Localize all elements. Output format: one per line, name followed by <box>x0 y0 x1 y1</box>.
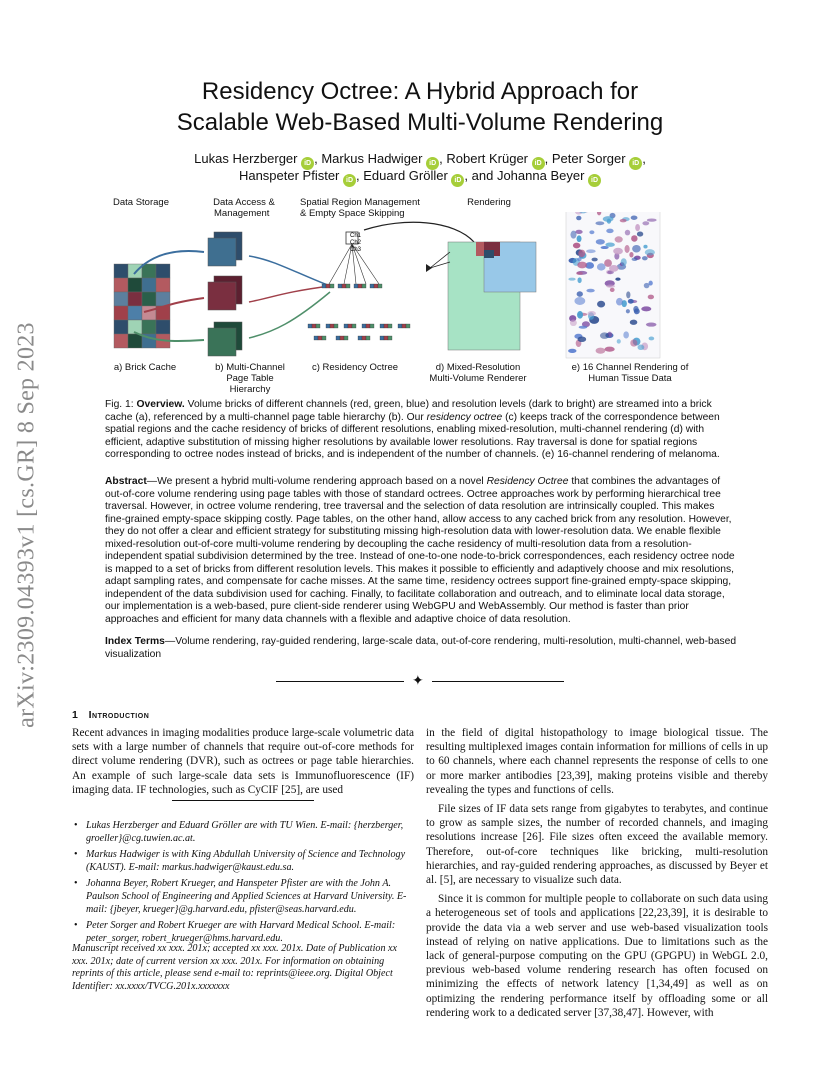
octree-node <box>342 284 346 288</box>
tissue-cell <box>617 339 621 344</box>
caption-label: Fig. 1: <box>105 399 134 410</box>
brick-cell <box>156 278 170 292</box>
octree-node <box>344 336 348 340</box>
brick-cell <box>142 278 156 292</box>
caption-italic: residency octree <box>426 411 503 423</box>
tissue-cell <box>606 229 613 234</box>
author-name: Robert Krüger <box>446 151 529 166</box>
tissue-cell <box>642 221 649 225</box>
tissue-cell <box>592 258 598 262</box>
octree-node <box>388 336 392 340</box>
octree-node <box>388 324 392 328</box>
tissue-cell <box>568 349 576 353</box>
index-terms-label: Index Terms <box>105 636 165 647</box>
octree-node <box>346 284 350 288</box>
tissue-cell <box>635 224 640 231</box>
author-name: Johanna Beyer <box>496 168 585 183</box>
tissue-cell <box>642 256 648 260</box>
orcid-icon[interactable]: iD <box>532 157 545 170</box>
abstract-label: Abstract <box>105 476 147 487</box>
octree-node <box>362 284 366 288</box>
octree-node <box>344 324 348 328</box>
tissue-cell <box>577 311 583 319</box>
label-line: Management <box>214 208 270 219</box>
tissue-cell <box>577 291 583 297</box>
tissue-cell <box>606 284 615 287</box>
title-line-1: Residency Octree: A Hybrid Approach for <box>201 78 639 105</box>
tissue-cell <box>587 311 595 316</box>
intro-paragraph-1: Recent advances in imaging modalities produce large-scale volumetric data sets with a large number of channels that require out-of-core methods for direct volume rendering (DVR), such as octrees or page table hierarchies. An example of such large-scale data sets is Immunofluorescence (IF) imaging data. IF technologies, such as CyCIF [25], are used <box>72 727 414 796</box>
octree-node <box>370 324 374 328</box>
tissue-cell <box>576 272 583 275</box>
subcaption-line: b) Multi-Channel <box>215 362 285 373</box>
brick-cell <box>114 320 128 334</box>
title-line-2: Scalable Web-Based Multi-Volume Rendering <box>176 109 664 136</box>
tissue-cell <box>610 288 615 292</box>
tissue-cell <box>596 348 606 354</box>
octree-node <box>340 336 344 340</box>
caption-text: Volume bricks of different channels (red, green, blue) and resolution levels (dark to bright) are streamed into a brick cache (a), referenced by a multi-channel page table hierarchy (b). Our <box>105 399 712 423</box>
octree-node <box>330 284 334 288</box>
brick-cell <box>114 278 128 292</box>
channel-label: Ch1 <box>350 233 362 239</box>
octree-node <box>370 284 374 288</box>
octree-node <box>406 324 410 328</box>
brick-cell <box>142 292 156 306</box>
footnote-item: • Peter Sorger and Robert Krueger are with Harvard Medical School. E-mail: peter_sorger, robert_krueger@hms.harvard.edu. <box>72 920 414 945</box>
octree-node <box>378 284 382 288</box>
tissue-cell <box>637 232 643 237</box>
abstract <box>105 476 737 626</box>
brick-cell <box>114 292 128 306</box>
index-terms <box>105 636 737 661</box>
octree-node <box>384 324 388 328</box>
tissue-cell <box>577 235 582 242</box>
footnote-item: • Markus Hadwiger is with King Abdullah University of Science and Technology (KAUST). E-mail: markus.hadwiger@kaust.edu.sa. <box>72 849 414 874</box>
subcaption-line: Hierarchy <box>229 384 271 395</box>
label-line: Spatial Region Management <box>300 197 420 208</box>
author-name: Peter Sorger <box>551 151 626 166</box>
tissue-cell <box>641 306 651 311</box>
orcid-icon[interactable]: iD <box>588 174 601 187</box>
tissue-cell <box>601 246 609 249</box>
index-terms-text: —Volume rendering, ray-guided rendering, large-scale data, out-of-core rendering, multi-resolution, multi-channel, web-based visualization <box>105 636 737 660</box>
brick-cell <box>128 278 142 292</box>
tissue-cell <box>646 323 657 327</box>
subcaption-line: Multi-Volume Renderer <box>429 373 527 384</box>
tissue-cell <box>625 230 630 236</box>
figure-caption <box>105 399 737 462</box>
tissue-cell <box>630 320 638 325</box>
tissue-cell <box>632 257 638 261</box>
subcaption-line: Human Tissue Data <box>588 373 672 384</box>
tissue-cell <box>626 309 630 313</box>
section-number: 1 <box>72 709 79 721</box>
tissue-cell <box>605 243 614 247</box>
section-title: Introduction <box>88 709 150 721</box>
tissue-cell <box>626 291 630 298</box>
mixed-resolution-renderer <box>426 242 536 350</box>
tissue-cell <box>578 337 587 342</box>
tissue-cell <box>633 306 638 313</box>
tissue-cell <box>574 297 585 305</box>
tissue-cell <box>600 332 609 339</box>
tissue-cell <box>630 339 637 346</box>
octree-node <box>348 324 352 328</box>
manuscript-note: Manuscript received xx xxx. 201x; accepted xx xxx. 201x. Date of Publication xx xxx. 201x; date of current version xx xxx. 201x. For information on obtaining reprints of this article, please send e-mail to: reprints@ieee.org. Digital Object Identifier: xx.xxxx/TVCG.201x.xxxxxxx <box>72 943 397 992</box>
tissue-cell <box>603 216 614 222</box>
label-line: & Empty Space Skipping <box>300 208 405 219</box>
octree-node <box>380 324 384 328</box>
brick-cell <box>128 264 142 278</box>
tissue-rendering <box>566 212 660 358</box>
brick-cell <box>114 334 128 348</box>
footnote-item: • Lukas Herzberger and Eduard Gröller are with TU Wien. E-mail: {herzberger, groeller}@cg.tuwien.ac.at. <box>72 820 414 845</box>
tissue-cell <box>573 243 580 249</box>
author-name: Markus Hadwiger <box>321 151 423 166</box>
tissue-cell <box>628 299 634 304</box>
brick-cell <box>128 306 142 320</box>
tissue-cell <box>632 245 641 253</box>
tissue-cell <box>645 249 655 255</box>
brick-cell <box>142 320 156 334</box>
label-line: Data Access & <box>213 197 275 208</box>
subcaption-b <box>208 362 292 395</box>
tissue-cell <box>647 218 657 221</box>
channel-label: Ch3 <box>350 247 362 253</box>
author-name: Eduard Gröller <box>363 168 448 183</box>
footnote-rule <box>172 800 314 801</box>
author-line-1: Lukas Herzberger iD , Markus Hadwiger iD , Robert Krüger iD , Peter Sorger iD , <box>100 151 740 170</box>
abstract-text: —We present a hybrid multi-volume rendering approach based on a novel <box>146 476 484 487</box>
brick-cell <box>142 306 156 320</box>
octree-node <box>308 324 312 328</box>
octree-node <box>362 324 366 328</box>
octree-node <box>322 284 326 288</box>
tissue-cell <box>643 245 647 249</box>
overview-figure <box>104 212 724 362</box>
tissue-cell <box>649 337 655 341</box>
brick-cell <box>142 264 156 278</box>
tissue-cell <box>578 250 585 258</box>
orcid-icon[interactable]: iD <box>451 174 464 187</box>
author-line-2: Hanspeter Pfister iD , Eduard Gröller iD , and Johanna Beyer iD <box>100 168 740 187</box>
divider-right <box>432 681 564 682</box>
tissue-cell <box>644 283 650 288</box>
octree-node <box>398 324 402 328</box>
octree-node <box>314 336 318 340</box>
tissue-cell <box>596 239 605 244</box>
tissue-cell <box>589 230 594 234</box>
tissue-cell <box>615 278 620 281</box>
intro-paragraph-3: File sizes of IF data sets range from gigabytes to terabytes, and continue to grow as sample sizes, the number of recorded channels, and imaging resolutions increase [26]. File sizes often exceed the available memory. Therefore, out-of-core techniques like bricking, multi-resolution hierarchies, and ray-guided rendering approaches, as discussed by Beyer et al. [5], are necessary to visualize such data. <box>426 803 768 887</box>
octree-node <box>384 336 388 340</box>
octree-node <box>366 336 370 340</box>
author-name: Hanspeter Pfister <box>238 168 340 183</box>
orcid-icon[interactable]: iD <box>301 157 314 170</box>
label-data-storage: Data Storage <box>113 197 169 208</box>
tissue-cell <box>570 320 577 327</box>
brick-cell <box>156 320 170 334</box>
section-heading <box>72 709 149 721</box>
intro-paragraph-4: Since it is common for multiple people to collaborate on such data using a heterogeneous set of tools and applications [22,23,39], it is desirable to provide the data via a web server and use web-based visualization tools instead of relying on native applications. Due to limitations such as the lack of general-purpose computing on the GPU (GPGPU) in WebGL 2.0, previous web-based volume rendering research has often focused on minimizing the effects of network latency [1,34,49] as well as on optimizing the rendering performance itself by offloading some or all rendering work to a dedicated server [37,38,47]. However, with <box>426 893 768 1019</box>
octree-node <box>322 336 326 340</box>
octree-node <box>354 284 358 288</box>
tissue-cell <box>579 326 588 329</box>
tissue-cell <box>586 249 596 253</box>
tissue-cell <box>597 263 606 270</box>
octree-node <box>358 336 362 340</box>
abstract-italic: Residency Octree <box>486 476 569 487</box>
tissue-cell <box>631 216 638 220</box>
brick-cell <box>128 292 142 306</box>
octree-node <box>316 324 320 328</box>
divider-left <box>276 681 404 682</box>
subcaption-line: Page Table <box>226 373 274 384</box>
tissue-cell <box>568 278 575 281</box>
octree-node <box>318 336 322 340</box>
tissue-cell <box>648 295 654 300</box>
orcid-icon[interactable]: iD <box>426 157 439 170</box>
tissue-cell <box>613 248 623 255</box>
octree-node <box>326 324 330 328</box>
subcaption-d <box>416 362 540 384</box>
octree-node <box>352 324 356 328</box>
octree-node <box>374 284 378 288</box>
tissue-cell <box>629 252 633 257</box>
octree-node <box>336 336 340 340</box>
octree-node <box>330 324 334 328</box>
tissue-cell <box>577 277 581 283</box>
octree-node <box>338 284 342 288</box>
label-rendering: Rendering <box>467 197 511 208</box>
brick-cell <box>114 264 128 278</box>
subcaption-line: d) Mixed-Resolution <box>435 362 521 373</box>
tissue-cell <box>586 289 594 293</box>
intro-paragraph-2: in the field of digital histopathology to image biological tissue. The resulting multiplexed images contain information for millions of cells in up to 60 channels, where each channel represents the response of cells to one or more marker antibodies [23,39], making proteins visible and thereby revealing the types and functions of cells. <box>426 727 768 796</box>
tissue-cell <box>637 345 644 351</box>
subcaption-line: e) 16 Channel Rendering of <box>571 362 689 373</box>
octree-node <box>358 284 362 288</box>
right-column <box>426 726 768 1020</box>
channel-label: Ch2 <box>350 240 362 246</box>
author-name: Lukas Herzberger <box>194 151 298 166</box>
tissue-cell <box>631 235 637 242</box>
octree-node <box>334 324 338 328</box>
tissue-cell <box>604 259 612 267</box>
octree-node <box>362 336 366 340</box>
author-footnotes <box>72 820 414 949</box>
tissue-cell <box>595 221 604 225</box>
brick-cell <box>156 264 170 278</box>
orcid-icon[interactable]: iD <box>343 174 356 187</box>
tissue-cell <box>597 301 605 308</box>
tissue-cell <box>620 219 627 223</box>
abstract-text: that combines the advantages of out-of-core volume rendering using page tables with those of standard octrees. Octree approaches work by performing hierarchical tree traversal. However, in octree volume rendering, tree traversal and the selection of data resolution are intrinsically coupled. This makes fine-grained empty-space skipping costly. Page tables, on the other hand, allow access to any cached brick from any resolution. However, they do not offer a clear and efficient strategy for substituting missing high-resolution data with lower-resolution data. We enable flexible mixed-resolution out-of-core multi-volume rendering by decoupling the cache residency of multi-resolution data from a resolution-independent spatial subdivision determined by the tree. Instead of one-to-one node-to-brick correspondences, each residency octree node is mapped to a set of bricks from different resolution levels. This makes it possible to efficiently and adaptively choose and mix resolutions, adapt sampling rates, and compensate for cache misses. At the same time, residency octrees support fine-grained empty-space skipping, independent of the data subdivision used for caching. Finally, to facilitate collaboration and outreach, and to eliminate local data storage, our implementation is a web-based, pure client-side renderer using WebGPU and WebAssembly. Our method is faster than prior approaches and efficient for many data channels with a flexible and adaptive choice of data resolution. <box>105 476 735 625</box>
octree-node <box>326 284 330 288</box>
subcaption-a: a) Brick Cache <box>113 362 177 373</box>
octree-node <box>366 324 370 328</box>
tissue-cell <box>576 216 581 221</box>
brick-cell <box>128 334 142 348</box>
divider-diamond-icon: ✦ <box>412 674 424 689</box>
octree-node <box>312 324 316 328</box>
tissue-cell <box>570 231 576 239</box>
octree-node <box>402 324 406 328</box>
residency-octree <box>249 222 474 340</box>
tissue-cell <box>575 230 582 234</box>
tissue-cell <box>624 245 629 253</box>
tissue-cell <box>609 265 619 272</box>
caption-bold: Overview. <box>136 399 185 410</box>
subcaption-e <box>562 362 698 384</box>
caption-text: (c) keeps track of the correspondence between spatial regions and the cache residency of bricks of different resolutions, enabling mixed-resolution, multi-channel rendering (d) with efficient, adaptive substitution of missing higher resolutions by available lower resolutions. Ray traversal is done for spatial regions corresponding to octree nodes instead of bricks, and is independent of the number of channels. (e) 16-channel rendering of melanoma. <box>105 411 720 460</box>
tissue-cell <box>577 262 587 269</box>
octree-node <box>380 336 384 340</box>
paper-title <box>100 76 740 138</box>
subcaption-c: c) Residency Octree <box>311 362 399 373</box>
tissue-cell <box>623 331 629 338</box>
arxiv-identifier: arXiv:2309.04393v1 [cs.GR] 8 Sep 2023 <box>13 322 40 728</box>
brick-cell <box>156 292 170 306</box>
tissue-cell <box>616 298 623 306</box>
tissue-cell <box>604 347 614 352</box>
brick-cell <box>114 306 128 320</box>
tissue-cell <box>621 258 627 266</box>
tissue-cell <box>615 236 623 242</box>
orcid-icon[interactable]: iD <box>629 157 642 170</box>
footnote-item: • Johanna Beyer, Robert Krueger, and Hanspeter Pfister are with the John A. Paulson School of Engineering and Applied Sciences at Harvard University. E-mail: {jbeyer, krueger}@g.harvard.edu, pfister@seas.harvard.edu. <box>72 878 414 916</box>
